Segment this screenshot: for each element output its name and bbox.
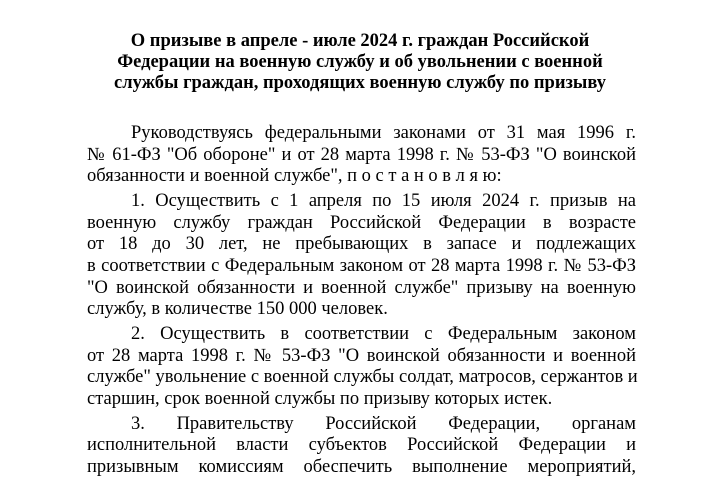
- text-line: от 28 марта 1998 г. № 53-ФЗ "О воинской обязанности и военной: [87, 345, 636, 366]
- text-line: 3. Правительству Российской Федерации, органам: [131, 413, 636, 434]
- text-line: старшин, срок военной службы по призыву которых истек.: [87, 388, 553, 409]
- document-body: [87, 123, 636, 479]
- text-line: "О воинской обязанности и военной службе" призыву на военную: [87, 277, 636, 298]
- text-line: обязанности и военной службе", п о с т а н о в л я ю:: [87, 166, 502, 187]
- text-line: № 61-ФЗ "Об обороне" и от 28 марта 1998 г. № 53-ФЗ "О воинской: [87, 144, 636, 165]
- text-line: исполнительной власти субъектов Российской Федерации и: [87, 435, 636, 456]
- paragraph-item-2: [87, 324, 636, 410]
- text-line: 2. Осуществить в соответствии с Федеральным законом: [131, 324, 636, 345]
- text-line: Руководствуясь федеральными законами от 31 мая 1996 г.: [131, 123, 636, 143]
- text-line: от 18 до 30 лет, не пребывающих в запасе и подлежащих: [87, 234, 636, 255]
- paragraph-item-3: [87, 414, 636, 479]
- paragraph-preamble: [87, 123, 636, 188]
- text-line: службу, в количестве 150 000 человек.: [87, 299, 388, 320]
- text-line: 1. Осуществить с 1 апреля по 15 июля 2024 г. призыв на: [131, 191, 636, 212]
- text-line: службе" увольнение с военной службы солдат, матросов, сержантов и: [87, 367, 638, 388]
- paragraph-item-1: [87, 191, 636, 321]
- text-line: призывным комиссиям обеспечить выполнение мероприятий,: [87, 457, 636, 478]
- text-line: в соответствии с Федеральным законом от 28 марта 1998 г. № 53-ФЗ: [87, 255, 636, 276]
- title-line-2: Федерации на военную службу и об увольнении с военной: [117, 52, 603, 72]
- document-title: [60, 31, 660, 94]
- title-line-1: О призыве в апреле - июле 2024 г. граждан Российской: [130, 31, 590, 51]
- text-line: военную службу граждан Российской Федерации в возрасте: [87, 212, 636, 233]
- title-line-3: службы граждан, проходящих военную службу по призыву: [114, 73, 606, 93]
